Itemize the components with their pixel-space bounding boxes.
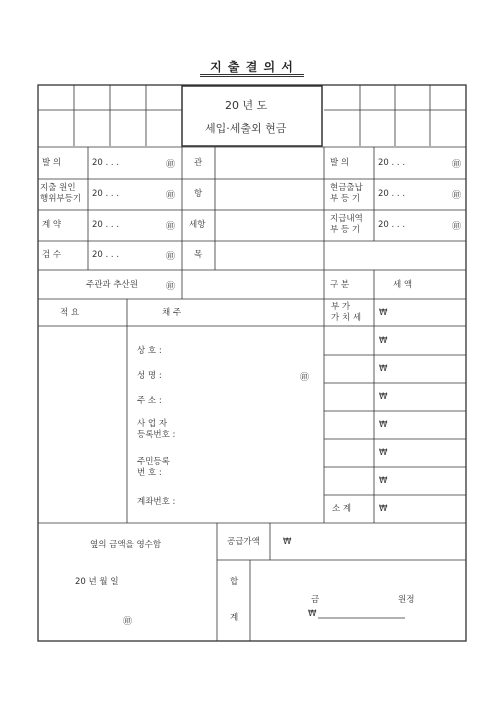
seal-icon: ㊞: [123, 617, 133, 627]
date-field[interactable]: 20 . . .: [378, 220, 406, 230]
creditor-header: 채 주: [162, 308, 182, 318]
receipt-text: 옆의 금액을 영수함: [90, 540, 162, 550]
budget-label-gwan: 관: [194, 158, 203, 168]
dept-label: 주관과 추산원: [86, 280, 138, 290]
budget-label-hang: 항: [194, 189, 203, 199]
row-label-expense-cause: 지출 원인 행위부등기: [40, 183, 82, 204]
won-symbol: ₩: [379, 364, 388, 374]
won-symbol: ₩: [379, 476, 388, 486]
category-label: 구 분: [330, 280, 350, 290]
vat-label: 부 가 가 치 세: [331, 302, 362, 323]
company-name-field[interactable]: 상 호 :: [137, 346, 162, 356]
business-number-field[interactable]: 사 업 자 등록번호 :: [137, 419, 176, 440]
seal-icon: ㊞: [166, 222, 176, 232]
won-symbol: ₩: [379, 392, 388, 402]
amount-unit: 원정: [398, 595, 415, 605]
budget-label-mok: 목: [194, 250, 203, 260]
resident-number-field[interactable]: 주민등록 번 호 :: [137, 457, 170, 478]
subtotal-label: 소 계: [332, 504, 352, 514]
tax-amount-label: 세 액: [393, 280, 413, 290]
won-symbol: ₩: [379, 504, 388, 514]
total-label-bottom: 계: [230, 613, 239, 623]
total-label-top: 합: [230, 577, 239, 587]
seal-icon: ㊞: [166, 252, 176, 262]
seal-icon: ㊞: [452, 222, 462, 232]
seal-icon: ㊞: [452, 160, 462, 170]
date-field[interactable]: 20 . . .: [92, 220, 120, 230]
seal-icon: ㊞: [166, 160, 176, 170]
won-symbol: ₩: [379, 308, 388, 318]
won-symbol: ₩: [308, 609, 317, 619]
account-number-field[interactable]: 계좌번호 :: [137, 497, 176, 507]
won-symbol: ₩: [379, 420, 388, 430]
address-field[interactable]: 주 소 :: [137, 396, 162, 406]
won-symbol: ₩: [283, 537, 292, 547]
won-symbol: ₩: [379, 336, 388, 346]
row-label-issue: 발 의: [42, 158, 62, 168]
date-field[interactable]: 20 . . .: [92, 250, 120, 260]
person-name-field[interactable]: 성 명 :: [137, 371, 162, 381]
row-label-issue-right: 발 의: [330, 158, 350, 168]
document-title: 지 출 결 의 서: [210, 60, 294, 74]
supply-value-label: 공급가액: [227, 537, 260, 547]
summary-header: 적 요: [60, 308, 80, 318]
seal-icon: ㊞: [452, 191, 462, 201]
date-field[interactable]: 20 . . .: [378, 158, 406, 168]
form-subtitle: 세입·세출외 현금: [205, 122, 287, 135]
seal-icon: ㊞: [166, 282, 176, 292]
seal-icon: ㊞: [300, 373, 310, 383]
date-field[interactable]: 20 . . .: [92, 158, 120, 168]
amount-label: 금: [311, 595, 320, 605]
budget-label-sehang: 세항: [189, 220, 206, 230]
receipt-date[interactable]: 20 년 월 일: [75, 577, 119, 587]
date-field[interactable]: 20 . . .: [378, 189, 406, 199]
row-label-contract: 계 약: [42, 220, 62, 230]
row-label-payment-ledger: 지급내역 부 등 기: [330, 214, 363, 235]
fiscal-year: 20 년 도: [225, 99, 268, 112]
won-symbol: ₩: [379, 448, 388, 458]
row-label-inspection: 검 수: [42, 250, 62, 260]
row-label-cash-ledger: 현금출납 부 등 기: [330, 183, 363, 204]
date-field[interactable]: 20 . . .: [92, 189, 120, 199]
seal-icon: ㊞: [166, 191, 176, 201]
